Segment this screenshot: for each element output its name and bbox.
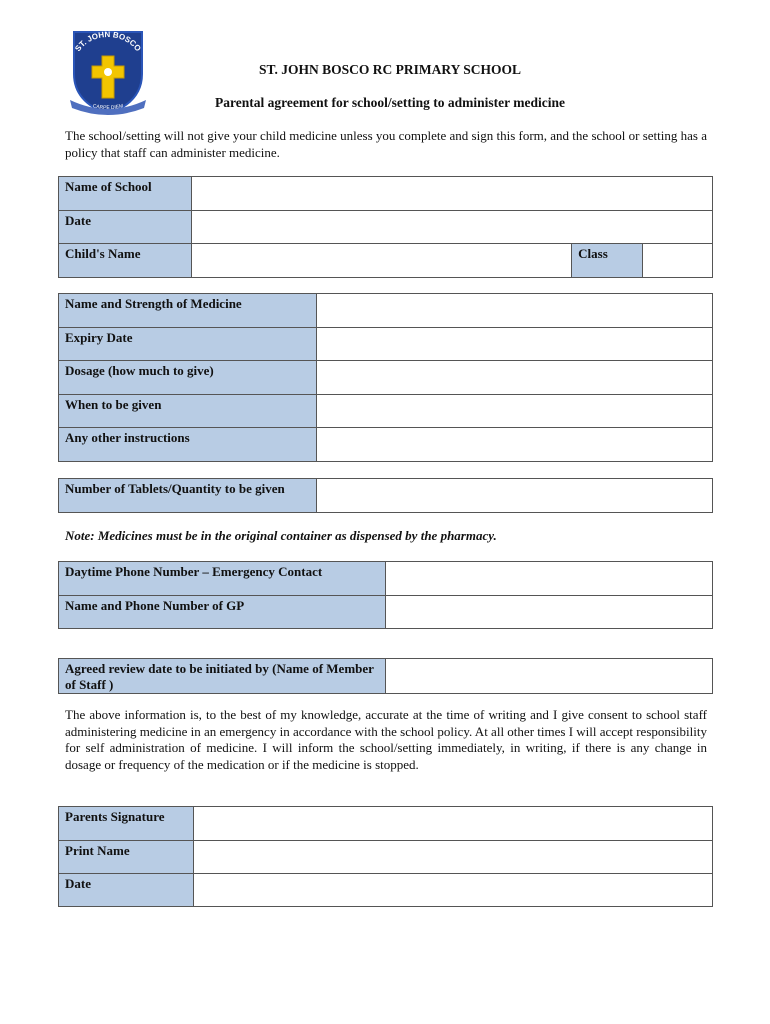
review-table bbox=[58, 658, 713, 694]
dosage-field[interactable] bbox=[316, 361, 712, 395]
intro-paragraph: The school/setting will not give your child medicine unless you complete and sign this form, and the school or setting has a policy that staff can administer medicine. bbox=[65, 128, 707, 160]
parents-signature-field[interactable] bbox=[193, 807, 712, 841]
medicine-table bbox=[58, 293, 713, 462]
signature-date-field[interactable] bbox=[193, 874, 712, 907]
label-expiry-date: Expiry Date bbox=[59, 328, 317, 361]
label-date: Date bbox=[59, 211, 192, 244]
label-daytime-phone: Daytime Phone Number – Emergency Contact bbox=[59, 562, 386, 596]
label-signature-date: Date bbox=[59, 874, 194, 907]
name-of-school-field[interactable] bbox=[191, 177, 712, 211]
tablets-table bbox=[58, 478, 713, 513]
label-other-instructions: Any other instructions bbox=[59, 428, 317, 462]
print-name-field[interactable] bbox=[193, 841, 712, 874]
label-class: Class bbox=[572, 244, 643, 278]
daytime-phone-field[interactable] bbox=[385, 562, 712, 596]
label-tablets-quantity: Number of Tablets/Quantity to be given bbox=[59, 479, 317, 513]
expiry-date-field[interactable] bbox=[316, 328, 712, 361]
label-parents-signature: Parents Signature bbox=[59, 807, 194, 841]
label-name-of-school: Name of School bbox=[59, 177, 192, 211]
label-name-strength: Name and Strength of Medicine bbox=[59, 294, 317, 328]
form-title: Parental agreement for school/setting to administer medicine bbox=[215, 95, 565, 110]
class-field[interactable] bbox=[643, 244, 713, 278]
when-given-field[interactable] bbox=[316, 395, 712, 428]
date-field[interactable] bbox=[191, 211, 712, 244]
tablets-quantity-field[interactable] bbox=[316, 479, 712, 513]
label-childs-name: Child's Name bbox=[59, 244, 192, 278]
name-strength-field[interactable] bbox=[316, 294, 712, 328]
review-date-field[interactable] bbox=[385, 659, 712, 694]
label-when-given: When to be given bbox=[59, 395, 317, 428]
logo-text: ST. JOHN BOSCO bbox=[73, 30, 143, 54]
contacts-table bbox=[58, 561, 713, 629]
gp-field[interactable] bbox=[385, 596, 712, 629]
label-gp: Name and Phone Number of GP bbox=[59, 596, 386, 629]
school-child-table bbox=[58, 176, 713, 278]
label-dosage: Dosage (how much to give) bbox=[59, 361, 317, 395]
other-instructions-field[interactable] bbox=[316, 428, 712, 462]
logo-motto: CARPE DIEM bbox=[92, 103, 124, 112]
declaration-paragraph: The above information is, to the best of my knowledge, accurate at the time of writing and I give consent to school staff administering medicine in an emergency in accordance with the school policy. At all other times I will accept responsibility for self administration of medicine. I will inform the school/setting immediately, in writing, if there is any change in dosage or frequency of the medication or if the medicine is stopped. bbox=[65, 707, 707, 772]
school-name-heading: ST. JOHN BOSCO RC PRIMARY SCHOOL bbox=[258, 62, 522, 77]
signature-table bbox=[58, 806, 713, 907]
childs-name-field[interactable] bbox=[191, 244, 571, 278]
label-review-date: Agreed review date to be initiated by (Name of Member of Staff ) bbox=[59, 659, 386, 694]
pharmacy-note: Note: Medicines must be in the original container as dispensed by the pharmacy. bbox=[65, 528, 497, 543]
label-print-name: Print Name bbox=[59, 841, 194, 874]
